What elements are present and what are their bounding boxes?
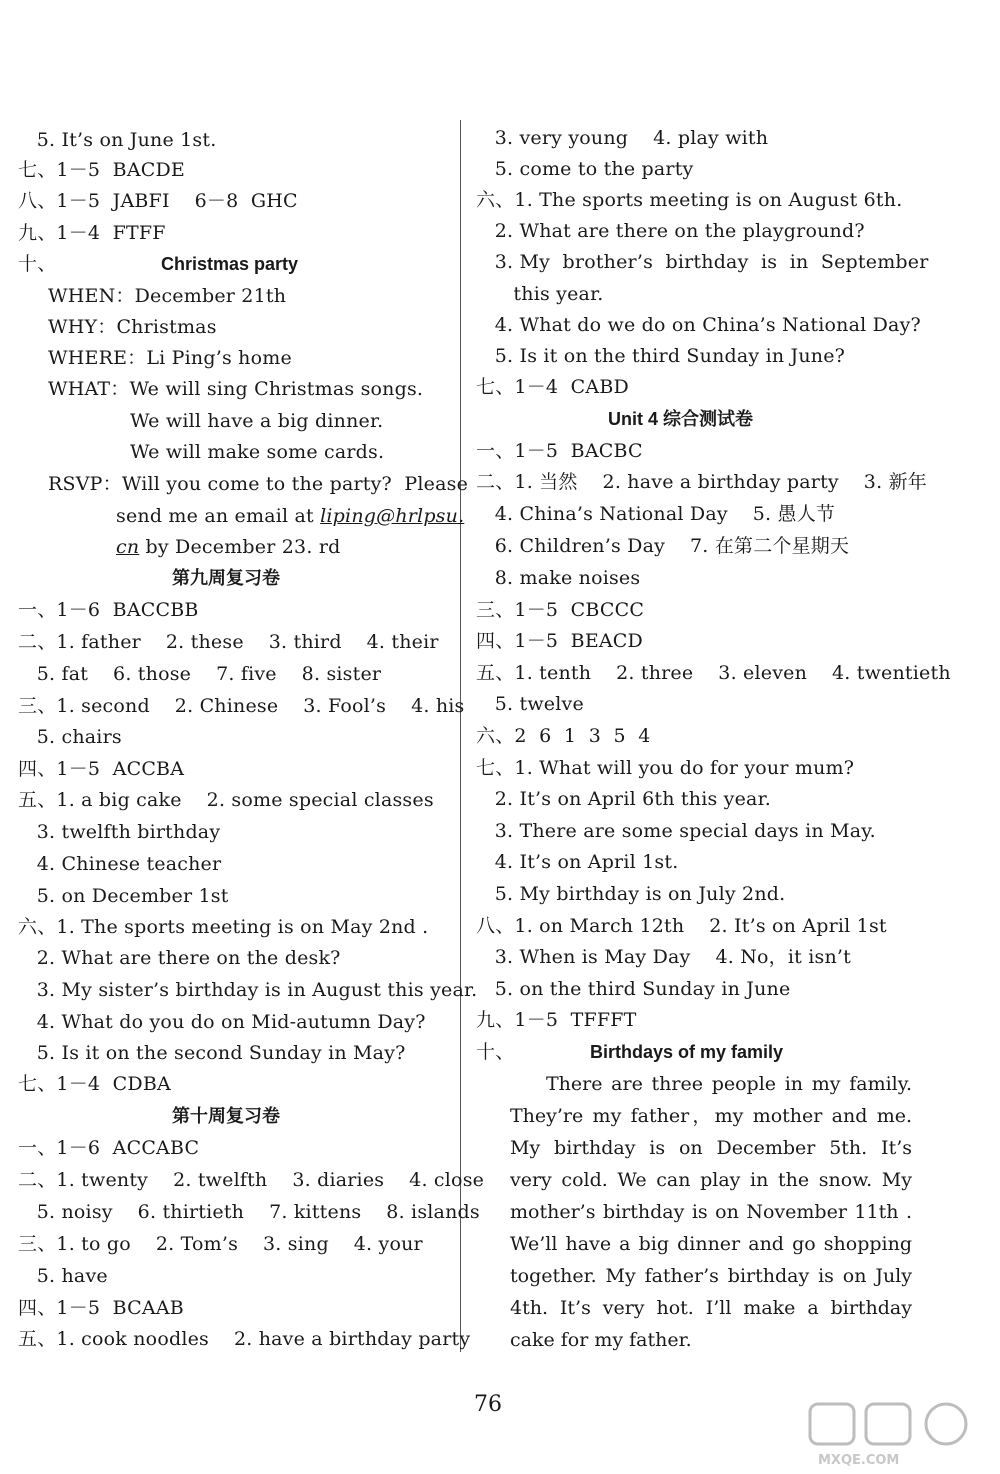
- answer-line: 8. make noises: [476, 567, 641, 589]
- week9-title: 第九周复习卷: [172, 568, 280, 588]
- unit4-title: Unit 4 综合测试卷: [608, 409, 754, 429]
- answer-line: this year.: [476, 283, 604, 305]
- answer-line: 七、1. What will you do for your mum?: [476, 757, 855, 779]
- invitation-line: RSVP：Will you come to the party? Please: [48, 473, 469, 495]
- answer-line: 4. It’s on April 1st.: [476, 851, 679, 873]
- answer-line: 5. have: [18, 1265, 108, 1287]
- answer-line: 五、1. tenth 2. three 3. eleven 4. twentieth: [476, 662, 951, 684]
- answer-line: 五、1. cook noodles 2. have a birthday party: [18, 1328, 471, 1350]
- week10-title: 第十周复习卷: [172, 1106, 280, 1126]
- answer-line: 5. Is it on the third Sunday in June?: [476, 345, 846, 367]
- answer-line: 四、1－5 ACCBA: [18, 758, 185, 780]
- invitation-line: WHY：Christmas: [48, 316, 217, 338]
- answer-line: 5. on December 1st: [18, 885, 229, 907]
- answer-line: 四、1－5 BCAAB: [18, 1297, 184, 1319]
- email-link-cont[interactable]: cn: [116, 536, 140, 558]
- invitation-line: WHAT：We will sing Christmas songs.: [48, 378, 424, 400]
- answer-line: 5. My birthday is on July 2nd.: [476, 883, 786, 905]
- answer-line: 5. twelve: [476, 693, 584, 715]
- answer-line: 5. It’s on June 1st.: [18, 129, 217, 151]
- answer-line: 一、1－6 ACCABC: [18, 1137, 200, 1159]
- answer-line: 二、1. twenty 2. twelfth 3. diaries 4. close: [18, 1169, 485, 1191]
- answer-line: 八、1－5 JABFI 6－8 GHC: [18, 190, 298, 212]
- section-10-marker: 十、: [18, 253, 57, 275]
- watermark-url: MXQE.COM: [818, 1453, 900, 1468]
- answer-line: 3. My sister’s birthday is in August this year.: [18, 979, 478, 1001]
- answer-line: 6. Children’s Day 7. 在第二个星期天: [476, 535, 850, 557]
- answer-line: 二、1. 当然 2. have a birthday party 3. 新年: [476, 471, 927, 493]
- section-10-marker: 十、: [476, 1041, 515, 1063]
- answer-line: 九、1－5 TFFFT: [476, 1009, 637, 1031]
- invitation-line: WHERE：Li Ping’s home: [48, 347, 292, 369]
- answer-line: 七、1－4 CABD: [476, 376, 629, 398]
- answer-line: 四、1－5 BEACD: [476, 630, 643, 652]
- answer-line: 九、1－4 FTFF: [18, 222, 166, 244]
- invitation-line: We will have a big dinner.: [130, 410, 384, 432]
- answer-line: 3. When is May Day 4. No，it isn’t: [476, 946, 851, 968]
- answer-line: 3. There are some special days in May.: [476, 820, 876, 842]
- answer-line: 五、1. a big cake 2. some special classes: [18, 789, 434, 811]
- invitation-line: send me an email at liping@hrlpsu.: [116, 505, 465, 527]
- answer-line: 一、1－5 BACBC: [476, 440, 643, 462]
- answer-line: 2. What are there on the desk?: [18, 947, 341, 969]
- answer-line: 2. It’s on April 6th this year.: [476, 788, 772, 810]
- answer-line: 3. very young 4. play with: [476, 127, 769, 149]
- invitation-title: Christmas party: [161, 254, 299, 274]
- answer-line: 4. Chinese teacher: [18, 853, 222, 875]
- answer-line: 三、1－5 CBCCC: [476, 599, 645, 621]
- email-link[interactable]: liping@hrlpsu.: [320, 505, 465, 527]
- answer-line: 5. Is it on the second Sunday in May?: [18, 1042, 406, 1064]
- answer-line: 5. on the third Sunday in June: [476, 978, 791, 1000]
- answer-line: 一、1－6 BACCBB: [18, 599, 199, 621]
- answer-line: 5. noisy 6. thirtieth 7. kittens 8. islands: [18, 1201, 480, 1223]
- answer-line: 六、1. The sports meeting is on August 6th.: [476, 189, 903, 211]
- answer-line: 三、1. second 2. Chinese 3. Fool’s 4. his: [18, 695, 465, 717]
- answer-line: 3. twelfth birthday: [18, 821, 221, 843]
- essay-paragraph: There are three people in my family. They’re my father，my mother and me. My birthday is on December 5th. It’s very cold. We can play in the snow. My mother’s birthday is on November 11th . We’ll have a big dinner and go shopping together. My father’s birthday is on July 4th. It’s very hot. I’ll make a birthday cake for my father.: [510, 1073, 912, 1351]
- watermark-logo: [800, 1400, 990, 1470]
- page-number: 76: [474, 1392, 502, 1417]
- essay-title: Birthdays of my family: [590, 1042, 784, 1062]
- invitation-line: We will make some cards.: [130, 441, 385, 463]
- answer-line: 二、1. father 2. these 3. third 4. their: [18, 631, 439, 653]
- answer-line: 5. come to the party: [476, 158, 694, 180]
- watermark-icon: [800, 1400, 990, 1470]
- answer-line: 4. What do we do on China’s National Day?: [476, 314, 921, 336]
- answer-line: 5. fat 6. those 7. five 8. sister: [18, 663, 382, 685]
- answer-line: 5. chairs: [18, 726, 122, 748]
- invitation-line: WHEN：December 21th: [48, 285, 287, 307]
- answer-line: 七、1－5 BACDE: [18, 159, 185, 181]
- answer-line: 3. My brother’s birthday is in September: [476, 251, 929, 273]
- answer-line: 七、1－4 CDBA: [18, 1073, 171, 1095]
- answer-line: 4. China’s National Day 5. 愚人节: [476, 503, 836, 525]
- answer-line: 三、1. to go 2. Tom’s 3. sing 4. your: [18, 1233, 423, 1255]
- answer-line: 2. What are there on the playground?: [476, 220, 865, 242]
- answer-line: 4. What do you do on Mid-autumn Day?: [18, 1011, 426, 1033]
- invitation-line: cn by December 23. rd: [116, 536, 341, 558]
- answer-line: 六、2 6 1 3 5 4: [476, 725, 651, 747]
- answer-line: 八、1. on March 12th 2. It’s on April 1st: [476, 915, 887, 937]
- answer-line: 六、1. The sports meeting is on May 2nd .: [18, 916, 429, 938]
